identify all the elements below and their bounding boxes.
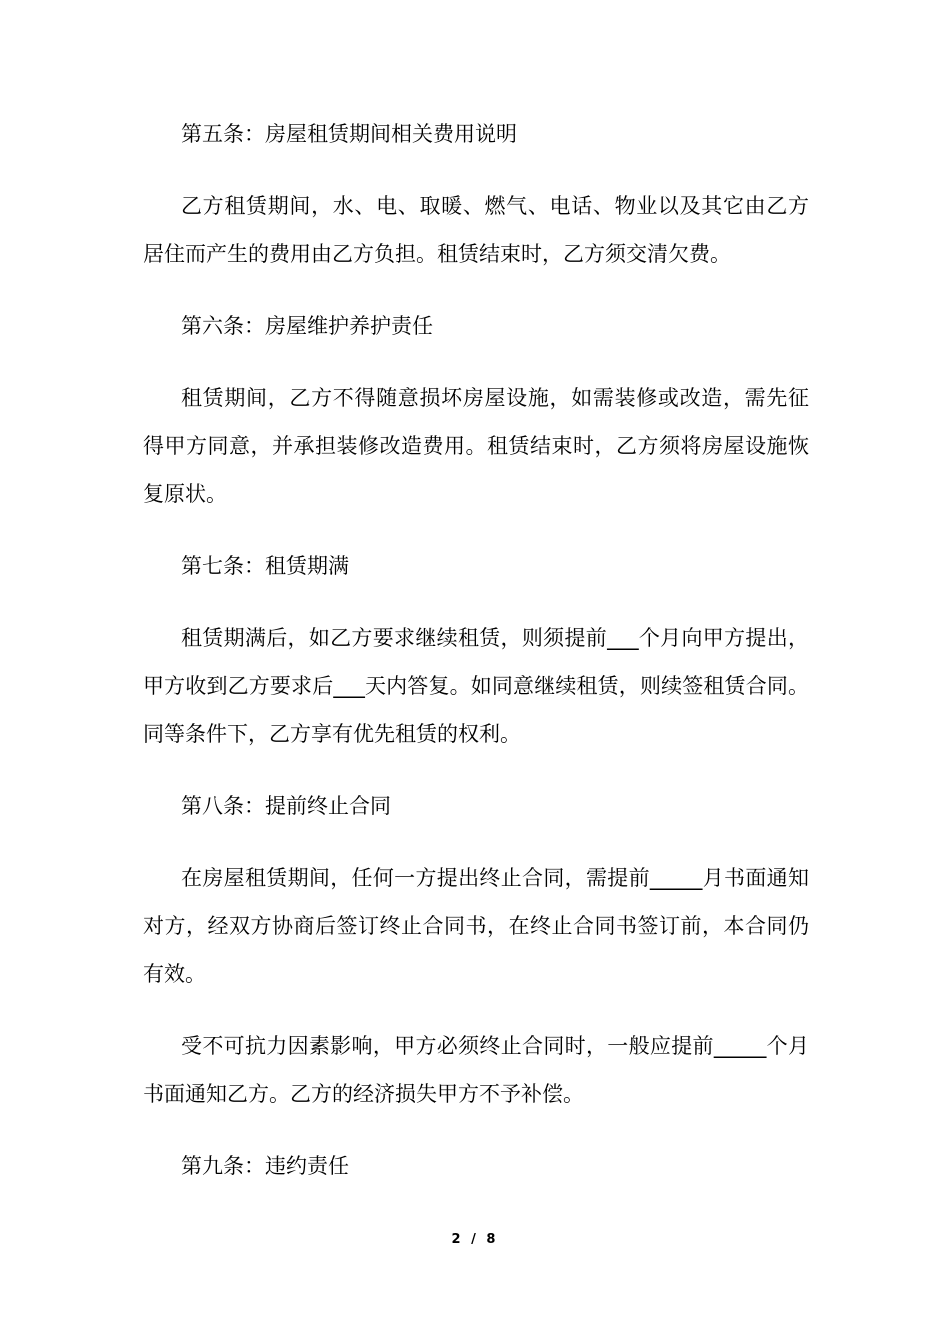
section-heading: 第六条：房屋维护养护责任: [181, 314, 433, 338]
page-number: 2 / 8: [451, 1232, 499, 1247]
section-paragraph: 在房屋租赁期间，任何一方提出终止合同，需提前_____月书面通知对方，经双方协商后签订终止合同书，在终止合同书签订前，本合同仍有效。: [143, 866, 809, 986]
section-heading: 第七条：租赁期满: [181, 554, 349, 578]
document-body: [143, 110, 809, 1214]
section-paragraph: 租赁期间，乙方不得随意损坏房屋设施，如需装修或改造，需先征得甲方同意，并承担装修改造费用。租赁结束时，乙方须将房屋设施恢复原状。: [143, 386, 809, 506]
section-paragraph: 乙方租赁期间，水、电、取暖、燃气、电话、物业以及其它由乙方居住而产生的费用由乙方负担。租赁结束时，乙方须交清欠费。: [143, 194, 809, 266]
section-heading: 第五条：房屋租赁期间相关费用说明: [181, 122, 517, 146]
section-paragraph: 受不可抗力因素影响，甲方必须终止合同时，一般应提前_____个月书面通知乙方。乙方的经济损失甲方不予补偿。: [143, 1034, 809, 1106]
section-heading: 第八条：提前终止合同: [181, 794, 391, 818]
section-paragraph: 租赁期满后，如乙方要求继续租赁，则须提前___个月向甲方提出，甲方收到乙方要求后___天内答复。如同意继续租赁，则续签租赁合同。同等条件下，乙方享有优先租赁的权利。: [143, 626, 809, 746]
section-heading: 第九条：违约责任: [181, 1154, 349, 1178]
